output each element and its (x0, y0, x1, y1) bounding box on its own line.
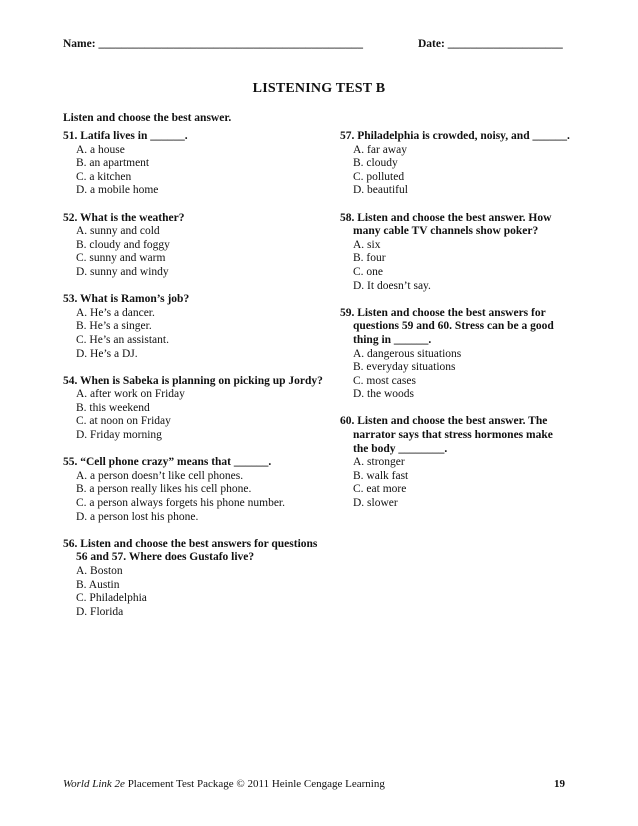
answer-choice[interactable]: C. at noon on Friday (76, 415, 171, 428)
answer-choice[interactable]: C. eat more (353, 483, 407, 496)
answer-choice[interactable]: C. a kitchen (76, 170, 132, 183)
question-item (63, 212, 328, 280)
answer-choice[interactable]: D. It doesn’t say. (353, 279, 431, 292)
answer-choice[interactable]: C. Philadelphia (76, 592, 147, 605)
question-text: 57. Philadelphia is crowded, noisy, and ______. (340, 130, 570, 142)
question-item (340, 130, 570, 198)
answer-choice[interactable]: B. cloudy and foggy (76, 238, 170, 251)
answer-choice[interactable]: A. He’s a dancer. (76, 306, 155, 319)
answer-choice[interactable]: B. this weekend (76, 401, 150, 414)
footer-book-title: World Link 2e (63, 778, 125, 790)
answer-choice[interactable]: D. slower (353, 497, 398, 510)
footer-credit (63, 778, 385, 790)
page-title: LISTENING TEST B (252, 81, 386, 96)
answer-choice[interactable]: A. a person doesn’t like cell phones. (76, 469, 244, 482)
question-text: 51. Latifa lives in ______. (63, 130, 188, 142)
question-item (340, 212, 570, 294)
answer-choice[interactable]: D. He’s a DJ. (76, 347, 138, 360)
answer-choice[interactable]: A. sunny and cold (76, 225, 160, 238)
question-text: 52. What is the weather? (63, 211, 185, 224)
answer-choice[interactable]: B. walk fast (353, 469, 409, 482)
answer-choice[interactable]: A. Boston (76, 565, 123, 577)
question-item (63, 293, 328, 361)
answer-choice[interactable]: B. an apartment (76, 157, 150, 170)
answer-choice[interactable]: C. sunny and warm (76, 252, 166, 265)
answer-choice[interactable]: D. the woods (353, 388, 415, 401)
question-item (63, 456, 328, 524)
answer-choice[interactable]: B. a person really likes his cell phone. (76, 483, 252, 496)
answer-choice[interactable]: B. four (353, 252, 386, 265)
question-text: 59. Listen and choose the best answers for questions 59 and 60. Stress can be a good thing in ______. (340, 306, 554, 346)
right-column (340, 130, 570, 524)
answer-choice[interactable]: B. cloudy (353, 157, 398, 170)
date-field[interactable]: Date: ____________________ (418, 38, 563, 50)
instructions: Listen and choose the best answer. (63, 112, 232, 124)
answer-choice[interactable]: C. most cases (353, 374, 416, 387)
answer-choice[interactable]: C. a person always forgets his phone number. (76, 497, 285, 510)
name-field[interactable]: Name: ______________________________________________ (63, 38, 363, 50)
question-item (63, 375, 328, 443)
question-item (63, 538, 328, 620)
answer-choice[interactable]: D. sunny and windy (76, 265, 169, 278)
footer-publisher: Placement Test Package © 2011 Heinle Cengage Learning (124, 778, 385, 790)
answer-choice[interactable]: C. one (353, 265, 384, 278)
left-column (63, 130, 328, 633)
answer-choice[interactable]: B. Austin (76, 578, 120, 591)
question-item (63, 130, 328, 198)
answer-choice[interactable]: A. after work on Friday (76, 388, 185, 401)
question-item (340, 307, 570, 402)
answer-choice[interactable]: A. stronger (353, 456, 405, 469)
answer-choice[interactable]: C. He’s an assistant. (76, 333, 169, 346)
question-text: 55. “Cell phone crazy” means that ______. (63, 456, 272, 469)
question-text: 56. Listen and choose the best answers for questions 56 and 57. Where does Gustafo live? (63, 537, 318, 564)
question-text: 53. What is Ramon’s job? (63, 293, 190, 306)
answer-choice[interactable]: B. He’s a singer. (76, 320, 152, 333)
answer-choice[interactable]: A. six (353, 238, 381, 251)
header (63, 38, 563, 54)
answer-choice[interactable]: C. polluted (353, 170, 405, 183)
page-number: 19 (554, 778, 565, 790)
answer-choice[interactable]: A. a house (76, 143, 125, 156)
answer-choice[interactable]: D. a mobile home (76, 184, 159, 197)
answer-choice[interactable]: D. Friday morning (76, 429, 162, 442)
answer-choice[interactable]: B. everyday situations (353, 361, 456, 374)
question-text: 60. Listen and choose the best answer. The narrator says that stress hormones make the body ________. (340, 415, 553, 455)
question-item (340, 415, 570, 510)
answer-choice[interactable]: A. far away (353, 143, 407, 156)
answer-choice[interactable]: D. Florida (76, 605, 124, 618)
answer-choice[interactable]: D. a person lost his phone. (76, 510, 199, 523)
question-text: 58. Listen and choose the best answer. How many cable TV channels show poker? (340, 211, 552, 238)
question-text: 54. When is Sabeka is planning on picking up Jordy? (63, 374, 323, 387)
footer (63, 778, 573, 792)
answer-choice[interactable]: D. beautiful (353, 184, 408, 197)
answer-choice[interactable]: A. dangerous situations (353, 347, 462, 360)
